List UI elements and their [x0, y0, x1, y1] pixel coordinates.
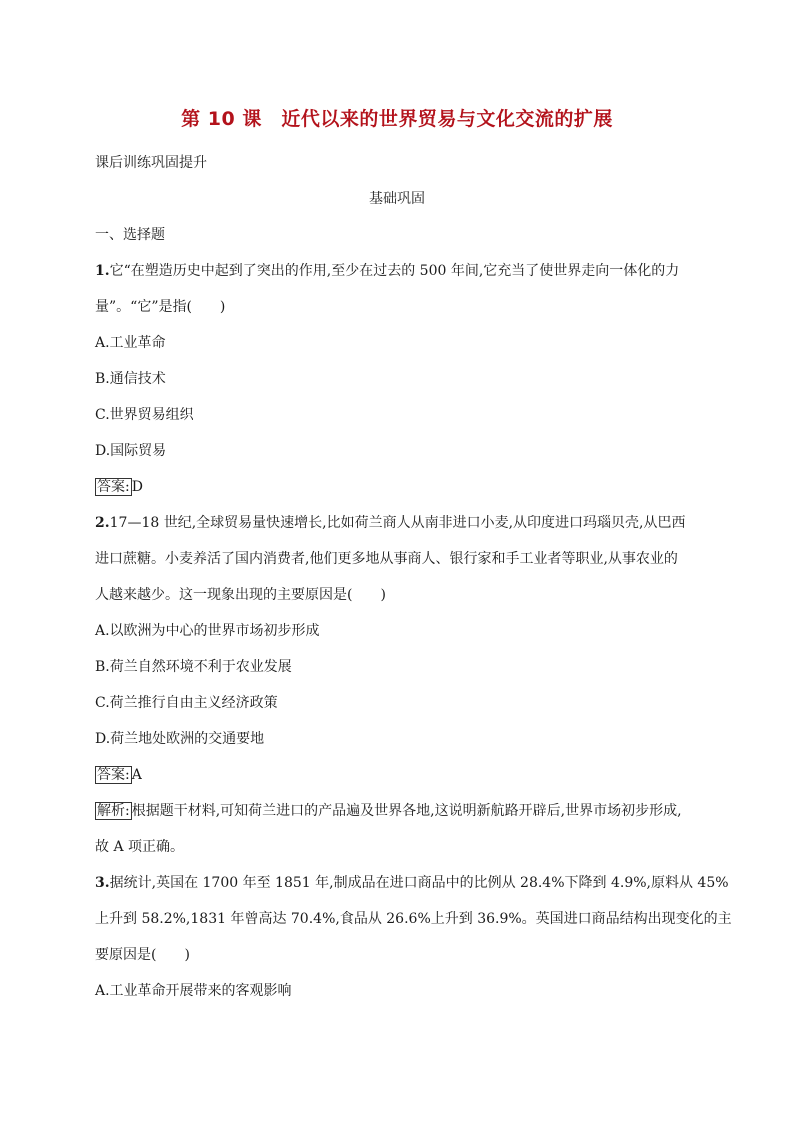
answer-label: 答案: — [97, 479, 130, 495]
question-number: 1. — [95, 263, 110, 279]
question-number: 3. — [95, 875, 110, 891]
answer-line — [95, 766, 142, 784]
question-text: 据统计,英国在 1700 年至 1851 年,制成品在进口商品中的比例从 28.4%下降到 4.9%,原料从 45% — [109, 875, 729, 891]
section-title: 基础巩固 — [369, 191, 425, 207]
analysis-line-1 — [95, 802, 682, 820]
analysis-line-2: 故 A 项正确。 — [95, 839, 185, 855]
answer-line — [95, 478, 143, 496]
question-3-line-3: 要原因是( ) — [95, 947, 190, 963]
question-3-line-2: 上升到 58.2%,1831 年曾高达 70.4%,食品从 26.6%上升到 36.9%。英国进口商品结构出现变化的主 — [95, 911, 732, 927]
question-text: 17—18 世纪,全球贸易量快速增长,比如荷兰商人从南非进口小麦,从印度进口玛瑙贝壳,从巴西 — [109, 515, 686, 531]
question-number: 2. — [95, 515, 110, 531]
option-a: A.工业革命开展带来的客观影响 — [95, 983, 292, 999]
option-d: D.国际贸易 — [95, 443, 167, 459]
question-1-line-2: 量”。“它”是指( ) — [95, 299, 226, 315]
subtitle: 课后训练巩固提升 — [95, 155, 207, 171]
analysis-text: 根据题干材料,可知荷兰进口的产品遍及世界各地,这说明新航路开辟后,世界市场初步形成, — [131, 803, 682, 819]
question-1-line-1 — [95, 262, 679, 280]
question-2-line-2: 进口蔗糖。小麦养活了国内消费者,他们更多地从事商人、银行家和手工业者等职业,从事农业的 — [95, 551, 678, 567]
option-c: C.荷兰推行自由主义经济政策 — [95, 695, 278, 711]
option-b: B.通信技术 — [95, 371, 166, 387]
analysis-label: 解析: — [97, 803, 130, 819]
option-b: B.荷兰自然环境不利于农业发展 — [95, 659, 292, 675]
answer-value: D — [131, 479, 143, 495]
option-a: A.工业革命 — [95, 335, 166, 351]
question-3-line-1 — [95, 874, 729, 892]
answer-label: 答案: — [97, 767, 130, 783]
answer-value: A — [131, 767, 142, 783]
lesson-title: 第 10 课 近代以来的世界贸易与文化交流的扩展 — [181, 108, 613, 130]
option-d: D.荷兰地处欧洲的交通要地 — [95, 731, 265, 747]
question-2-line-3: 人越来越少。这一现象出现的主要原因是( ) — [95, 587, 386, 603]
part-heading: 一、选择题 — [95, 227, 165, 243]
question-2-line-1 — [95, 514, 686, 532]
question-text: 它“在塑造历史中起到了突出的作用,至少在过去的 500 年间,它充当了使世界走向一体化的力 — [109, 263, 680, 279]
option-c: C.世界贸易组织 — [95, 407, 194, 423]
option-a: A.以欧洲为中心的世界市场初步形成 — [95, 623, 320, 639]
